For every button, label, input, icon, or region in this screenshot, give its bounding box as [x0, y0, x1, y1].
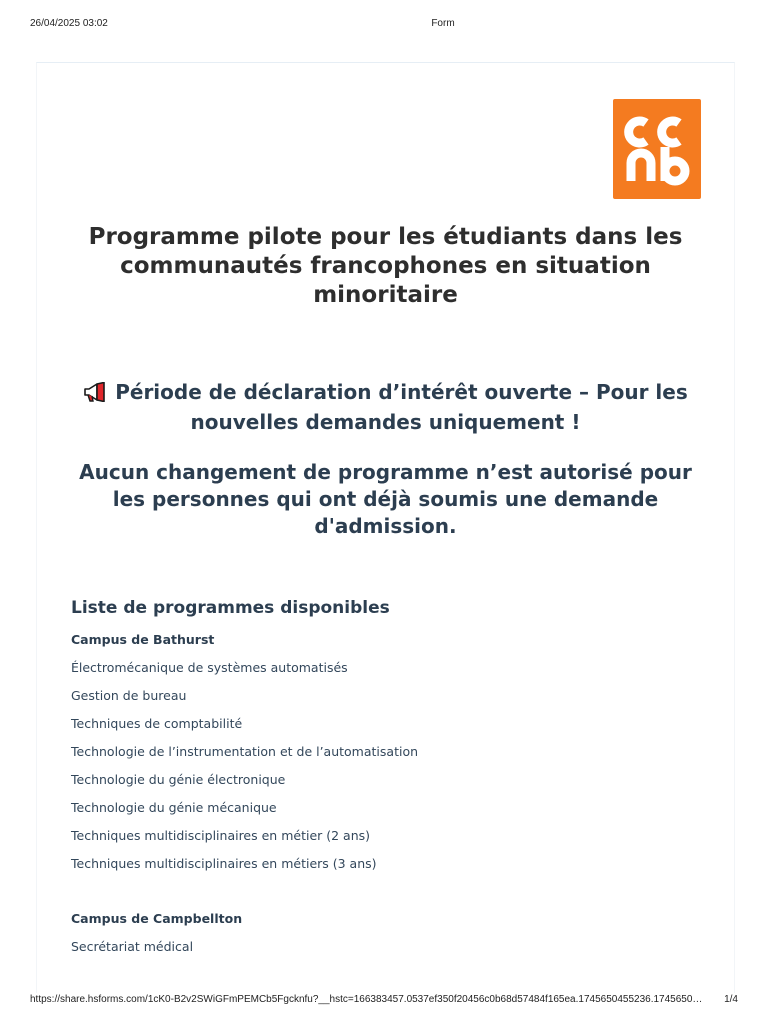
list-item: Électromécanique de systèmes automatisés [71, 660, 348, 675]
list-item: Technologie du génie électronique [71, 772, 286, 787]
ccnb-logo-icon [613, 99, 701, 199]
programs-heading: Liste de programmes disponibles [71, 598, 390, 618]
print-title: Form [431, 18, 455, 29]
print-header [0, 18, 768, 34]
megaphone-icon [83, 382, 107, 409]
list-item: Technologie du génie mécanique [71, 800, 277, 815]
print-datetime: 26/04/2025 03:02 [30, 18, 108, 29]
print-footer [0, 994, 768, 1010]
program-list-bathurst [71, 654, 418, 878]
list-item: Techniques multidisciplinaires en métier (2 ans) [71, 828, 371, 843]
program-list-campbellton [71, 933, 193, 961]
notice-open-period-text: Période de déclaration d’intérêt ouverte – Pour les nouvelles demandes uniquement ! [115, 380, 688, 434]
ccnb-logo [613, 99, 701, 199]
list-item: Technologie de l’instrumentation et de l’automatisation [71, 744, 419, 759]
list-item: Gestion de bureau [71, 688, 187, 703]
list-item: Secrétariat médical [71, 939, 194, 954]
notice-open-period [77, 379, 694, 436]
list-item: Techniques multidisciplinaires en métiers (3 ans) [71, 856, 377, 871]
campus-heading-bathurst: Campus de Bathurst [71, 632, 215, 647]
page-title: Programme pilote pour les étudiants dans les communautés francophones en situation minoritaire [88, 224, 683, 308]
notice-no-program-change: Aucun changement de programme n’est autorisé pour les personnes qui ont déjà soumis une demande d'admission. [79, 460, 692, 538]
page-number: 1/4 [724, 994, 738, 1005]
print-url: https://share.hsforms.com/1cK0-B2v2SWiGFmPEMCb5Fgcknfu?__hstc=166383457.0537ef350f20456c0b68d57484f165ea.1745650455236.1745650… [30, 994, 703, 1005]
campus-heading-campbellton: Campus de Campbellton [71, 911, 243, 926]
list-item: Techniques de comptabilité [71, 716, 243, 731]
form-card [36, 62, 735, 993]
